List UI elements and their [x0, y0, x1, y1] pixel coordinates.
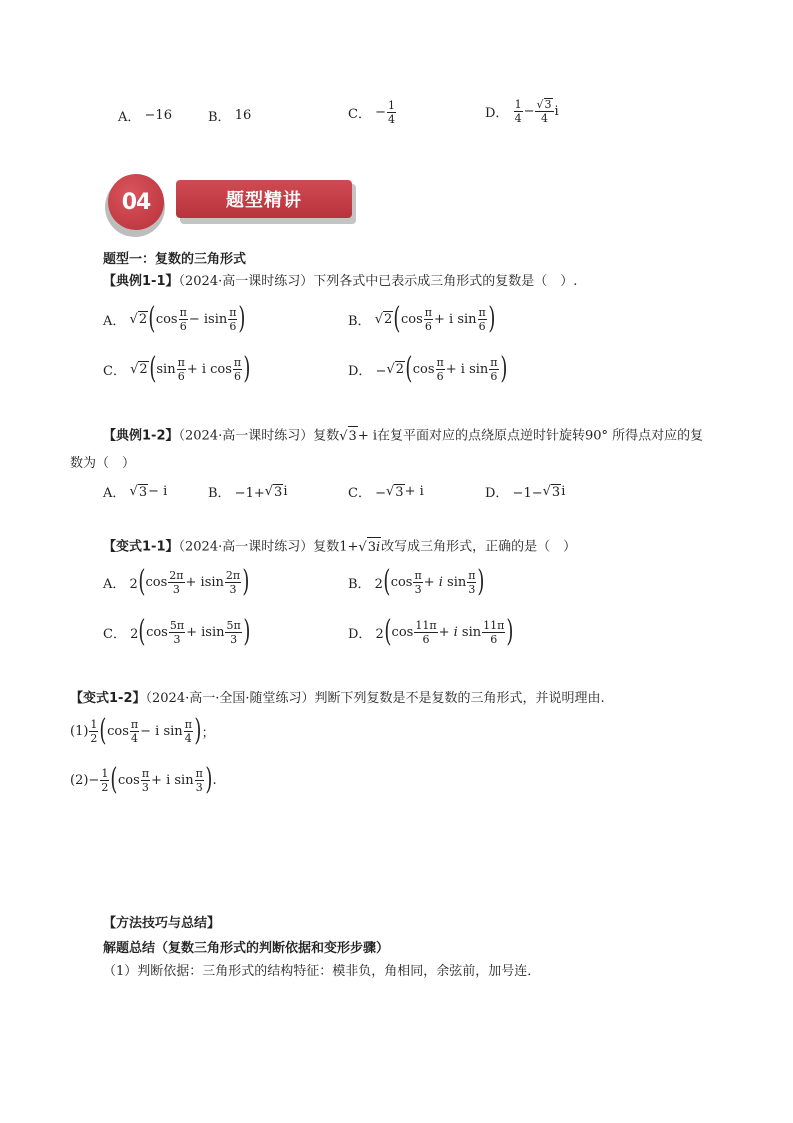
- banner-number-badge: 04: [108, 174, 164, 230]
- variant-source: （2024·高一课时练习）: [178, 539, 314, 555]
- variant-1-1: 【变式1-1】（2024·高一课时练习）复数1+√ 3i 改写成三角形式，正确的是（ ）: [103, 537, 576, 558]
- example-1-2-cont: 数为（ ）: [70, 456, 136, 471]
- method-heading: 【方法技巧与总结】: [103, 916, 221, 931]
- ex1-1-option-a: A． √ 2 ( cos $\frac{\pi}{6}$ − isin $\frac{\pi}{6}$ ): [103, 301, 246, 336]
- ex1-1-option-d: D． − √ 2 ( cos $\frac{\pi}{6}$ + i sin $\frac{\pi}{6}$ ): [348, 351, 507, 386]
- option-c: C． − $\frac{1}{4}$: [348, 99, 395, 126]
- example-1-2: 【典例1-2】（2024·高一课时练习）复数√ 3 + i在复平面对应的点绕原点逆时针旋转90° 所得点对应的复: [103, 426, 703, 447]
- var1-1-option-d: D． 2 ( cos $\frac{11\pi}{6}$ + i sin $\frac{11\pi}{6}$ ): [348, 614, 514, 649]
- variant-tag: 【变式1-2】: [70, 691, 146, 706]
- var1-1-option-a: A． 2 ( cos $\frac{2\pi}{3}$ + isin $\frac{2\pi}{3}$ ): [103, 564, 250, 599]
- option-a: A． −16: [118, 108, 172, 125]
- variant-tag: 【变式1-1】: [103, 539, 179, 555]
- example-source: （2024·高一课时练习）: [178, 428, 314, 444]
- option-d: D． $\frac{1}{4}$ − √ 3 4 i: [485, 97, 559, 125]
- method-line-1: （1）判断依据：三角形式的结构特征：模非负，角相同，余弦前，加号连．: [103, 964, 541, 979]
- variant-source: （2024·高一·全国·随堂练习）: [145, 691, 315, 706]
- ex1-2-option-c: C． − √ 3 + i: [348, 484, 424, 501]
- var1-2-item-1: (1) $\frac{1}{2}$ ( cos $\frac{\pi}{4}$ − i sin $\frac{\pi}{4}$ ) ；: [70, 713, 215, 748]
- var1-1-option-b: B． 2 ( cos $\frac{\pi}{3}$ + i sin $\frac{\pi}{3}$ ): [348, 564, 485, 599]
- example-text: 下列各式中已表示成三角形式的复数是（ ）.: [313, 274, 578, 289]
- ex1-1-option-c: C． √ 2 ( sin $\frac{\pi}{6}$ + i cos $\frac{\pi}{6}$ ): [103, 351, 251, 386]
- option-b: B． 16: [208, 108, 252, 125]
- example-source: （2024·高一课时练习）: [178, 274, 314, 289]
- variant-text: 判断下列复数是不是复数的三角形式，并说明理由.: [314, 691, 605, 706]
- example-text: 复数: [313, 428, 340, 444]
- var1-1-option-c: C． 2 ( cos $\frac{5\pi}{3}$ + isin $\frac{5\pi}{3}$ ): [103, 614, 251, 649]
- ex1-2-option-d: D． −1− √ 3 i: [485, 484, 566, 501]
- section-title: 题型一：复数的三角形式: [103, 252, 247, 267]
- example-tag: 【典例1-2】: [103, 428, 179, 444]
- ex1-2-option-b: B． −1+ √ 3 i: [208, 484, 288, 501]
- example-tag: 【典例1-1】: [103, 274, 179, 289]
- variant-text: 复数: [313, 539, 340, 555]
- variant-text: 改写成三角形式，正确的是（ ）: [381, 539, 577, 555]
- banner-title: 题型精讲: [176, 180, 352, 218]
- ex1-1-option-b: B． √ 2 ( cos $\frac{\pi}{6}$ + i sin $\frac{\pi}{6}$ ): [348, 301, 496, 336]
- ex1-2-option-a: A． √ 3 − i: [103, 484, 168, 501]
- example-1-1: [103, 272, 577, 292]
- example-text: 在复平面对应的点绕原点逆时针旋转90° 所得点对应的复: [377, 428, 704, 444]
- variant-1-2: [70, 689, 605, 709]
- var1-2-item-2: (2)− $\frac{1}{2}$ ( cos $\frac{\pi}{3}$ + i sin $\frac{\pi}{3}$ ) .: [70, 762, 217, 797]
- method-subheading: 解题总结（复数三角形式的判断依据和变形步骤）: [103, 941, 390, 956]
